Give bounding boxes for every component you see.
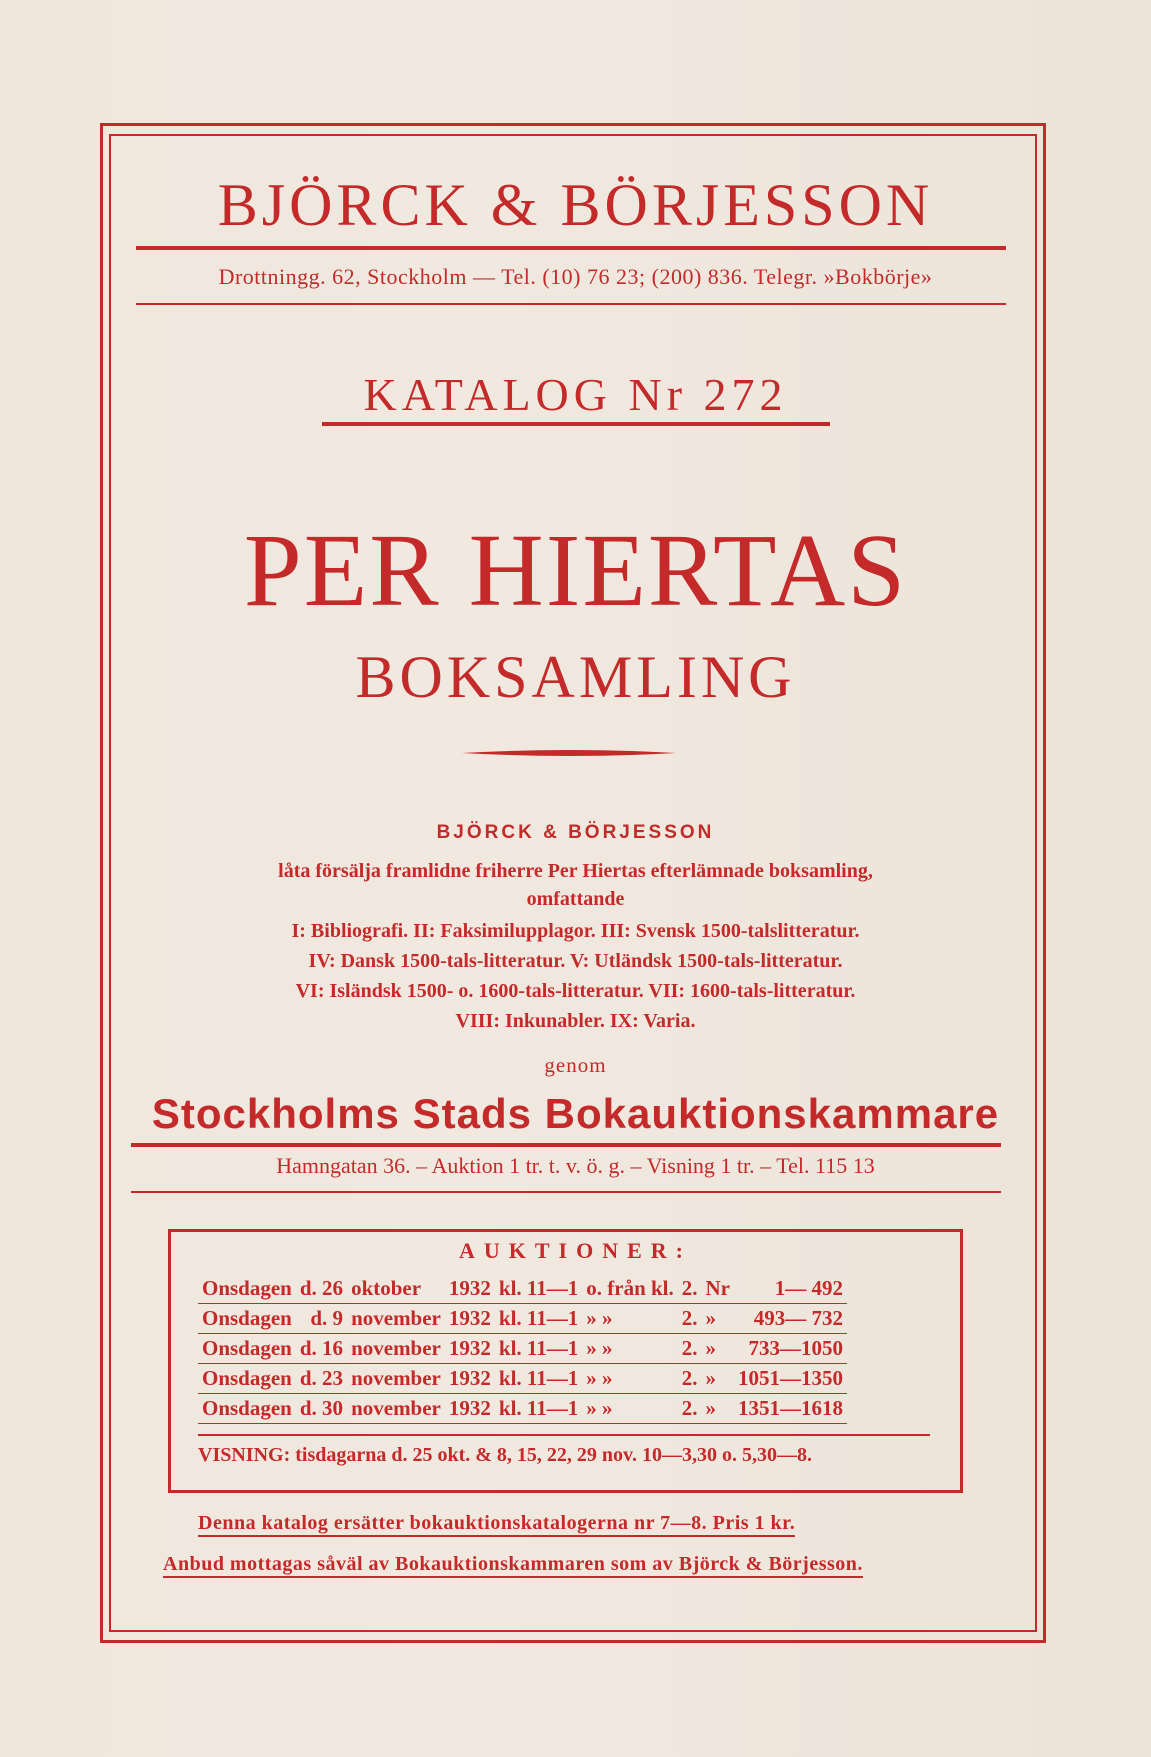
auction-cell-nr: » <box>705 1366 717 1390</box>
catalog-title: PER HIERTAS <box>243 513 908 628</box>
auction-cell-year: 1932 <box>448 1396 491 1420</box>
auction-cell-from: » » <box>586 1366 613 1390</box>
table-row <box>198 1394 847 1424</box>
auction-house-rule <box>131 1143 1001 1147</box>
body-line: I: Bibliografi. II: Faksimilupplagor. III: Svensk 1500-talslitteratur. <box>291 920 860 942</box>
auction-cell-year: 1932 <box>448 1306 491 1330</box>
auction-cell-year: 1932 <box>448 1336 491 1360</box>
auction-cell-d: d. 26 <box>299 1276 344 1300</box>
auction-cell-range: 493— 732 <box>753 1306 844 1330</box>
auction-cell-hour: 2. <box>681 1276 698 1300</box>
footer-line-2: Anbud mottagas såväl av Bokauktionskammaren som av Björck & Börjesson. <box>163 1553 863 1578</box>
auction-cell-time: kl. 11—1 <box>498 1276 579 1300</box>
address-rule <box>136 303 1006 305</box>
auction-cell-range: 1351—1618 <box>738 1396 844 1420</box>
auction-cell-nr: » <box>705 1396 717 1420</box>
auction-cell-range: 1051—1350 <box>738 1366 844 1390</box>
catalog-subtitle: BOKSAMLING <box>355 644 796 710</box>
auction-cell-d: d. 23 <box>299 1366 344 1390</box>
catalog-rule <box>322 422 830 426</box>
info-rule <box>131 1191 1001 1193</box>
auction-cell-day: Onsdagen <box>202 1306 292 1330</box>
auction-cell-nr: » <box>705 1306 717 1330</box>
visning-line: VISNING: tisdagarna d. 25 okt. & 8, 15, 22, 29 nov. 10—3,30 o. 5,30—8. <box>198 1444 812 1466</box>
auction-cell-day: Onsdagen <box>202 1396 292 1420</box>
auction-cell-from: » » <box>586 1336 613 1360</box>
auction-cell-from: o. från kl. <box>586 1276 674 1300</box>
auction-cell-month: november <box>351 1336 441 1360</box>
auction-schedule-table <box>198 1274 847 1424</box>
auction-cell-d: d. 9 <box>310 1306 344 1330</box>
body-line: IV: Dansk 1500-tals-litteratur. V: Utländsk 1500-tals-litteratur. <box>308 950 843 972</box>
body-line: omfattande <box>526 888 625 910</box>
auction-cell-from: » » <box>586 1396 613 1420</box>
auction-cell-month: november <box>351 1306 441 1330</box>
ornament-swash <box>462 748 676 758</box>
auction-schedule-title: AUKTIONER: <box>458 1238 692 1263</box>
seller-name: BJÖRCK & BÖRJESSON <box>436 822 715 843</box>
auction-cell-range: 733—1050 <box>748 1336 844 1360</box>
auction-house-info: Hamngatan 36. – Auktion 1 tr. t. v. ö. g. – Visning 1 tr. – Tel. 115 13 <box>276 1153 875 1178</box>
auction-cell-d: d. 30 <box>299 1396 344 1420</box>
auction-cell-hour: 2. <box>681 1366 698 1390</box>
auction-cell-day: Onsdagen <box>202 1276 292 1300</box>
catalog-number: KATALOG Nr 272 <box>363 369 788 420</box>
auction-cell-month: november <box>351 1366 441 1390</box>
auction-house-name: Stockholms Stads Bokauktionskammare <box>151 1090 1000 1137</box>
auction-cell-nr: Nr <box>705 1276 731 1300</box>
auction-cell-d: d. 16 <box>299 1336 344 1360</box>
auction-cell-from: » » <box>586 1306 613 1330</box>
address-line: Drottningg. 62, Stockholm — Tel. (10) 76 23; (200) 836. Telegr. »Bokbörje» <box>218 264 933 289</box>
table-row <box>198 1274 847 1304</box>
auction-cell-hour: 2. <box>681 1396 698 1420</box>
body-line: låta försälja framlidne friherre Per Hiertas efterlämnade boksamling, <box>278 860 873 882</box>
auction-cell-year: 1932 <box>448 1366 491 1390</box>
auction-cell-nr: » <box>705 1336 717 1360</box>
firm-name: BJÖRCK & BÖRJESSON <box>217 172 934 238</box>
firm-rule <box>136 246 1006 250</box>
genom-text: genom <box>544 1053 607 1077</box>
auction-cell-time: kl. 11—1 <box>498 1366 579 1390</box>
body-line: VI: Isländsk 1500- o. 1600-tals-litteratur. VII: 1600-tals-litteratur. <box>295 980 856 1002</box>
auction-cell-year: 1932 <box>448 1276 491 1300</box>
auction-cell-time: kl. 11—1 <box>498 1306 579 1330</box>
auction-cell-month: november <box>351 1396 441 1420</box>
table-row <box>198 1304 847 1334</box>
table-row <box>198 1364 847 1394</box>
visning-rule <box>198 1434 930 1436</box>
auction-cell-time: kl. 11—1 <box>498 1396 579 1420</box>
table-row <box>198 1334 847 1364</box>
auction-cell-hour: 2. <box>681 1336 698 1360</box>
auction-cell-month: oktober <box>351 1276 422 1300</box>
auction-cell-hour: 2. <box>681 1306 698 1330</box>
auction-cell-time: kl. 11—1 <box>498 1336 579 1360</box>
footer-line-1: Denna katalog ersätter bokauktionskatalogerna nr 7—8. Pris 1 kr. <box>198 1512 795 1537</box>
auction-cell-day: Onsdagen <box>202 1336 292 1360</box>
auction-cell-range: 1— 492 <box>774 1276 844 1300</box>
auction-cell-day: Onsdagen <box>202 1366 292 1390</box>
body-line: VIII: Inkunabler. IX: Varia. <box>455 1010 696 1032</box>
